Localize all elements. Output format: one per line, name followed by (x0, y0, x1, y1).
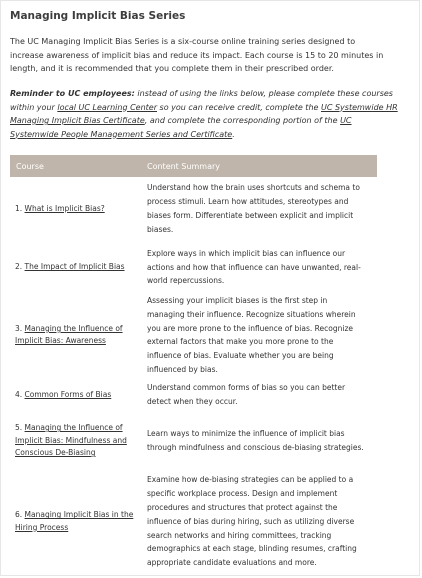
course-link-5[interactable]: Managing the Influence of Implicit Bias: Mindfulness and Conscious De-Biasing (15, 423, 127, 458)
reminder-lead: Reminder to UC employees: (10, 89, 135, 98)
course-table (10, 155, 377, 576)
summary-cell: Examine how de-biasing strategies can be applied to a specific workplace process. Design and implement procedures and structures that protect against the influence of bias during hiring, such as utilizing diverse search networks and hiring committees, tracking demographics at each stage, blinding resumes, crafting appropriate candidate evaluations and more. (147, 475, 357, 568)
summary-cell: Learn ways to minimize the influence of implicit bias through mindfulness and conscious de-biasing strategies. (147, 428, 364, 452)
table-row (10, 177, 377, 241)
course-cell (10, 177, 141, 241)
course-number: 5. (15, 423, 25, 433)
table-row (10, 294, 377, 377)
reminder-text-4: . (232, 129, 235, 139)
reminder-text-1: instead of using the links below, please complete these courses within your (10, 89, 393, 112)
reminder-paragraph (10, 87, 400, 141)
table-header-row (10, 155, 377, 177)
hr-certificate-link[interactable]: UC Systemwide HR Managing Implicit Bias Certificate (10, 102, 398, 125)
intro-paragraph: The UC Managing Implicit Bias Series is a six-course online training series designed to increase awareness of implicit bias and reduce its impact. Each course is 15 to 20 minutes in length, and it is recommended that you complete them in their prescribed order. (10, 37, 384, 73)
summary-cell: Understand common forms of bias so you can better detect when they occur. (147, 383, 346, 407)
summary-cell: Explore ways in which implicit bias can influence our actions and how that influence can have unwanted, real-world repercussions. (147, 248, 361, 286)
table-row (10, 468, 377, 576)
page-title: Managing Implicit Bias Series (10, 10, 186, 22)
course-number: 4. (15, 390, 25, 400)
table-row (10, 377, 377, 414)
course-link-3[interactable]: Managing the Influence of Implicit Bias: Awareness (15, 323, 123, 346)
summary-cell: Assessing your implicit biases is the first step in managing their influence. Recognize situations wherein you are more prone to the influence of bias. Recognize external factors that make you more prone to the influence of bias. Evaluate whether you are being influenced by bias. (147, 296, 356, 374)
course-cell (10, 241, 141, 294)
reminder-text-2: so you can receive credit, complete the (157, 102, 321, 112)
people-management-series-link[interactable]: UC Systemwide People Management Series and Certificate (10, 116, 352, 139)
summary-cell: Understand how the brain uses shortcuts and schema to process stimuli. Learn how attitudes, stereotypes and biases form. Differentiate between explicit and implicit biases. (147, 183, 360, 234)
uc-learning-center-link[interactable]: local UC Learning Center (57, 102, 157, 112)
course-link-1[interactable]: What is Implicit Bias? (24, 203, 105, 213)
course-cell (10, 377, 141, 414)
header-course: Course (10, 155, 141, 177)
course-cell (10, 468, 141, 576)
course-number: 1. (15, 203, 25, 213)
header-content-summary: Content Summary (141, 155, 377, 177)
course-link-4[interactable]: Common Forms of Bias (24, 390, 112, 400)
course-number: 3. (15, 323, 25, 333)
table-row (10, 414, 377, 468)
course-cell (10, 294, 141, 377)
course-link-2[interactable]: The Impact of Implicit Bias (24, 262, 125, 272)
course-cell (10, 414, 141, 468)
reminder-text-3: , and complete the corresponding portion of the (144, 116, 341, 125)
course-link-6[interactable]: Managing Implicit Bias in the Hiring Process (15, 510, 134, 532)
course-number: 6. (15, 510, 25, 520)
course-number: 2. (15, 262, 25, 272)
table-row (10, 241, 377, 294)
